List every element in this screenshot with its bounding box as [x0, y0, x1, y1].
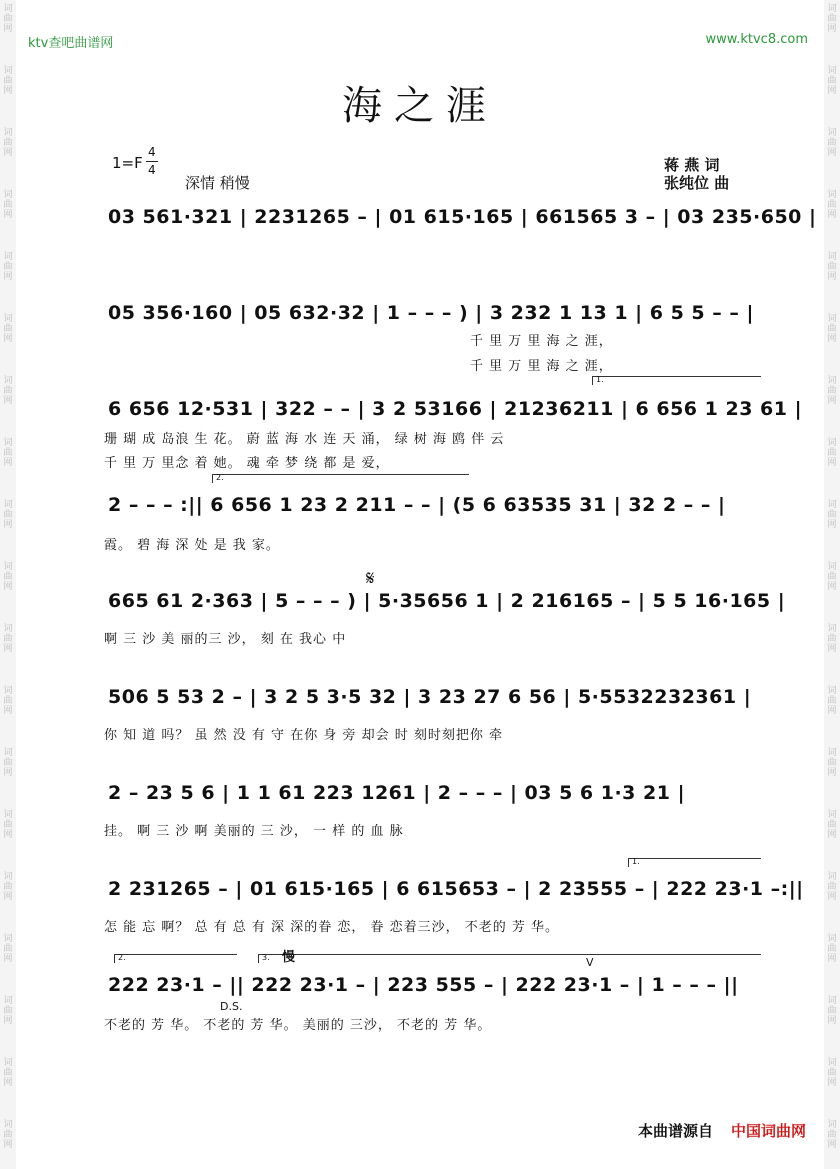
notation-line: 03 561·321 | 2231265 – | 01 615·165 | 661565 3 – | 03 235·650 |: [108, 206, 817, 228]
score-row: [108, 494, 770, 534]
source-site[interactable]: 中国词曲网: [730, 1122, 806, 1140]
notation-line: 222 23·1 – || 222 23·1 – | 223 555 – | 222 23·1 – | 1 – – – ||: [108, 974, 739, 996]
segno-mark: 𝄋: [366, 566, 375, 590]
watermark-text: 词 曲 网: [3, 810, 13, 840]
watermark-text: 词 曲 网: [827, 376, 837, 406]
source-label: 本曲谱源自: [637, 1122, 713, 1140]
notation-line: 2 – – – :|| 6 656 1 23 2 211 – – | (5 6 63535 31 | 32 2 – – |: [108, 494, 726, 516]
watermark-text: 词 曲 网: [3, 686, 13, 716]
score-row: [108, 590, 786, 630]
volta-bracket: 1.: [592, 376, 761, 385]
header-site-url: www.ktvc8.com: [705, 32, 808, 47]
watermark-text: 词 曲 网: [3, 4, 13, 34]
watermark-text: 词 曲 网: [3, 872, 13, 902]
watermark-text: 词 曲 网: [827, 996, 837, 1026]
volta-bracket: 1.: [628, 858, 761, 867]
watermark-text: 词 曲 网: [3, 996, 13, 1026]
score-row: [108, 206, 817, 246]
watermark-text: 词 曲 网: [827, 66, 837, 96]
watermark-text: 词 曲 网: [827, 624, 837, 654]
watermark-text: 词 曲 网: [827, 562, 837, 592]
song-title: 海之涯: [342, 83, 498, 129]
watermark-text: 词 曲 网: [3, 1058, 13, 1088]
volta-bracket: 2.: [212, 474, 469, 483]
watermark-text: 词 曲 网: [827, 4, 837, 34]
watermark-text: 词 曲 网: [3, 66, 13, 96]
watermark-text: 词 曲 网: [827, 438, 837, 468]
watermark-text: 词 曲 网: [827, 1120, 837, 1150]
lyric-line: 千 里 万 里 海 之 涯，: [470, 359, 613, 374]
watermark-text: 词 曲 网: [3, 1120, 13, 1150]
watermark-text: 词 曲 网: [3, 252, 13, 282]
watermark-text: 词 曲 网: [827, 686, 837, 716]
dal-segno-mark: D.S.: [220, 1000, 243, 1013]
source-footer: [638, 1120, 806, 1141]
notation-line: 2 – 23 5 6 | 1 1 61 223 1261 | 2 – – – | 03 5 6 1·3 21 |: [108, 782, 686, 804]
watermark-text: 词 曲 网: [827, 252, 837, 282]
watermark-text: 词 曲 网: [3, 562, 13, 592]
watermark-text: 词 曲 网: [3, 438, 13, 468]
time-signature-top: 4: [148, 145, 156, 159]
watermark-text: 词 曲 网: [3, 624, 13, 654]
lyric-line: 千 里 万 里念 着 她。 魂 牵 梦 绕 都 是 爱，: [104, 456, 390, 471]
lyric-line: 霞。 碧 海 深 处 是 我 家。: [104, 538, 280, 553]
header-site-name: ktv查吧曲谱网: [28, 36, 114, 51]
score-row: [108, 782, 770, 822]
watermark-text: 词 曲 网: [827, 128, 837, 158]
left-watermark-strip: [0, 0, 16, 1169]
tempo-slow-mark: 慢: [282, 950, 296, 965]
right-watermark-strip: [824, 0, 840, 1169]
watermark-text: 词 曲 网: [3, 934, 13, 964]
lyric-line: 怎 能 忘 啊？ 总 有 总 有 深 深的眷 恋， 眷 恋着三沙， 不老的 芳 华。: [104, 920, 559, 935]
lyric-line: 珊 瑚 成 岛浪 生 花。 蔚 蓝 海 水 连 天 涌， 绿 树 海 鸥 伴 云: [104, 432, 505, 447]
breath-mark: V: [586, 956, 594, 969]
notation-line: 6 656 12·531 | 322 – – | 3 2 53166 | 21236211 | 6 656 1 23 61 |: [108, 398, 803, 420]
watermark-text: 词 曲 网: [3, 748, 13, 778]
watermark-text: 词 曲 网: [827, 748, 837, 778]
watermark-text: 词 曲 网: [827, 500, 837, 530]
lyric-line: 挂。 啊 三 沙 啊 美丽的 三 沙， 一 样 的 血 脉: [104, 824, 404, 839]
watermark-text: 词 曲 网: [3, 500, 13, 530]
watermark-text: 词 曲 网: [3, 190, 13, 220]
watermark-text: 词 曲 网: [827, 934, 837, 964]
notation-line: 665 61 2·363 | 5 – – – ) | 5·35656 1 | 2 216165 – | 5 5 16·165 |: [108, 590, 786, 612]
lyric-line: 啊 三 沙 美 丽的三 沙， 刻 在 我心 中: [104, 632, 347, 647]
watermark-text: 词 曲 网: [827, 190, 837, 220]
time-signature-bottom: 4: [148, 163, 156, 177]
tempo-marking: 深情 稍慢: [185, 174, 250, 192]
volta-bracket: 3.: [258, 954, 761, 963]
lyric-line: 千 里 万 里 海 之 涯，: [470, 334, 613, 349]
watermark-text: 词 曲 网: [3, 128, 13, 158]
watermark-text: 词 曲 网: [827, 314, 837, 344]
score-row: [108, 878, 804, 918]
composer-credit: 张纯位 曲: [664, 174, 730, 192]
lyricist-credit: 蒋 燕 词: [664, 156, 720, 174]
notation-line: 05 356·160 | 05 632·32 | 1 – – – ) | 3 232 1 13 1 | 6 5 5 – – |: [108, 302, 754, 324]
watermark-text: 词 曲 网: [3, 376, 13, 406]
lyric-line: 不老的 芳 华。 不老的 芳 华。 美丽的 三沙， 不老的 芳 华。: [104, 1018, 492, 1033]
notation-line: 506 5 53 2 – | 3 2 5 3·5 32 | 3 23 27 6 56 | 5·5532232361 |: [108, 686, 752, 708]
lyric-line: 你 知 道 吗？ 虽 然 没 有 守 在你 身 旁 却会 时 刻时刻把你 牵: [104, 728, 503, 743]
key-signature: 1=F: [112, 154, 143, 172]
score-row: [108, 686, 770, 726]
watermark-text: 词 曲 网: [827, 810, 837, 840]
score-row: [108, 302, 770, 342]
watermark-text: 词 曲 网: [827, 1058, 837, 1088]
notation-line: 2 231265 – | 01 615·165 | 6 615653 – | 2 23555 – | 222 23·1 –:||: [108, 878, 804, 900]
volta-bracket: 2.: [114, 954, 237, 963]
watermark-text: 词 曲 网: [827, 872, 837, 902]
watermark-text: 词 曲 网: [3, 314, 13, 344]
score-row: [108, 974, 770, 1014]
